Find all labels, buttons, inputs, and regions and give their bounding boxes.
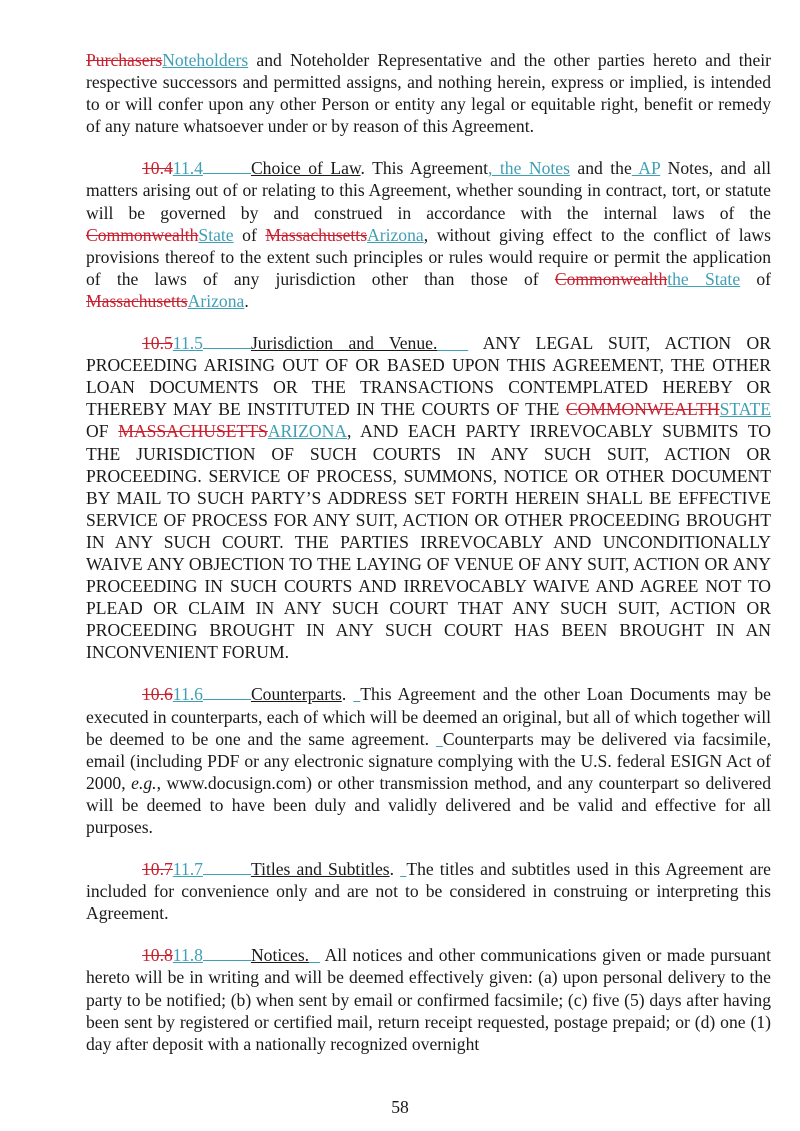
deleted-text: Massachusetts: [265, 224, 368, 245]
inserted-text: Arizona: [367, 224, 424, 245]
section-number-inserted: 11.5: [172, 333, 203, 354]
section-number-inserted: 11.8: [172, 945, 203, 966]
section-text: All notices and other communications given or made pursuant hereto will be in writing and will be deemed effectively given: (a) upon personal delivery to the party to be notified; (b) when sent by email or confirmed facsimile; (c) five (5) days after having been sent by registered or certified mail, return receipt requested, postage prepaid; or (d) one (1) day after deposit with a nationally recognized overnight: [86, 945, 771, 1054]
section-text: , AND EACH PARTY IRREVOCABLY SUBMITS TO THE JURISDICTION OF SUCH COURTS IN ANY SUCH SUIT, ACTION OR PROCEEDING. SERVICE OF PROCESS, SUMMONS, NOTICE OR OTHER DOCUMENT BY MAIL TO SUCH PARTY’S ADDRESS SET FORTH HEREIN SHALL BE EFFECTIVE SERVICE OF PROCESS FOR ANY SUIT, ACTION OR OTHER PROCEEDING BROUGHT IN ANY SUCH COURT. THE PARTIES IRREVOCABLY AND UNCONDITIONALLY WAIVE ANY OBJECTION TO THE LAYING OF VENUE OF ANY SUIT, ACTION OR ANY PROCEEDING IN SUCH COURTS AND IRREVOCABLY WAIVE AND AGREE NOT TO PLEAD OR CLAIM IN ANY SUCH COURT THAT ANY SUCH SUIT, ACTION OR PROCEEDING BROUGHT IN ANY SUCH COURT HAS BEEN BROUGHT IN AN INCONVENIENT FORUM.: [86, 421, 771, 663]
section-heading: Choice of Law: [250, 158, 361, 179]
section-text: of: [740, 268, 771, 289]
section-heading: Counterparts: [250, 684, 342, 705]
section-number-inserted: 11.7: [172, 859, 203, 880]
section-text: The titles and subtitles used in this Agreement are included for convenience only and are not to be considered in construing or interpreting this Agreement.: [86, 859, 771, 924]
italic-text: e.g.: [131, 772, 157, 793]
section-text: ANY LEGAL SUIT, ACTION OR PROCEEDING ARISING OUT OF OR BASED UPON THIS AGREEMENT, THE OTHER LOAN DOCUMENTS OR THE TRANSACTIONS CONTEMPLATED HEREBY OR THEREBY MAY BE INSTITUTED IN THE COURTS OF THE: [86, 333, 771, 420]
inserted-space: [309, 945, 320, 965]
inserted-space: [436, 729, 443, 749]
inserted-text: AP: [631, 158, 661, 179]
inserted-text: ARIZONA: [267, 421, 347, 442]
deleted-text: MASSACHUSETTS: [118, 421, 268, 442]
deleted-text: COMMONWEALTH: [565, 399, 720, 420]
section-number-deleted: 10.4: [142, 158, 173, 179]
section-text: Counterparts may be delivered via facsimile, email (including PDF or any electronic signature complying with the U.S. federal ESIGN Act of 2000,: [86, 728, 771, 793]
section-text: , without giving effect to the conflict of laws provisions thereof to the extent such principles or rules would require or permit the application of the laws of any jurisdiction other than those of: [86, 224, 771, 289]
section-text: .: [389, 859, 395, 880]
section-heading: Titles and Subtitles: [250, 859, 390, 880]
section-number-deleted: 10.5: [142, 333, 173, 354]
section-text: of: [233, 224, 266, 245]
section-text: .: [244, 290, 249, 311]
inserted-text: Arizona: [187, 290, 245, 311]
section-text: .: [341, 684, 347, 705]
section-heading: Jurisdiction and Venue.: [250, 333, 438, 354]
inserted-text: STATE: [719, 399, 771, 420]
section-notices: [86, 944, 771, 1054]
inserted-space: [437, 333, 468, 353]
section-number-deleted: 10.8: [142, 945, 173, 966]
inserted-text: , the Notes: [488, 158, 570, 179]
section-jurisdiction-venue: [86, 332, 771, 663]
section-counterparts: [86, 683, 771, 838]
paragraph-text: and Noteholder Representative and the other parties hereto and their respective successors and permitted assigns, and nothing herein, express or implied, is intended to or will confer upon any other Person or entity any legal or equitable right, benefit or remedy of any nature whatsoever under or by reason of this Agreement.: [86, 50, 771, 137]
deleted-text: Purchasers: [86, 50, 163, 70]
paragraph-successors: [86, 49, 771, 137]
deleted-text: Massachusetts: [86, 290, 188, 311]
section-choice-of-law: [86, 157, 771, 312]
section-heading: Notices.: [250, 945, 310, 966]
inserted-text: Noteholders: [162, 50, 249, 70]
section-number-deleted: 10.7: [142, 859, 173, 880]
inserted-text: the State: [667, 268, 741, 289]
section-number-deleted: 10.6: [142, 684, 173, 705]
inserted-text: State: [198, 224, 234, 245]
deleted-text: Commonwealth: [554, 268, 668, 289]
section-text: and the: [569, 158, 632, 179]
deleted-text: Commonwealth: [86, 224, 199, 245]
section-text: OF: [86, 421, 119, 442]
section-text: This Agreement and the other Loan Documents may be executed in counterparts, each of which will be deemed an original, but all of which together will be deemed to be one and the same agreement.: [86, 684, 771, 749]
section-text: , www.docusign.com) or other transmission method, and any counterpart so delivered will be deemed to have been duly and validly delivered and be valid and effective for all purposes.: [86, 772, 771, 837]
section-text: . This Agreement: [360, 158, 489, 179]
page-number: 58: [391, 1097, 409, 1117]
section-text: Notes, and all matters arising out of or relating to this Agreement, whether sounding in contract, tort, or statute will be governed by and construed in accordance with the internal laws of the: [86, 158, 772, 223]
section-number-inserted: 11.4: [172, 158, 203, 179]
section-number-inserted: 11.6: [172, 684, 203, 705]
section-titles-subtitles: [86, 858, 771, 924]
